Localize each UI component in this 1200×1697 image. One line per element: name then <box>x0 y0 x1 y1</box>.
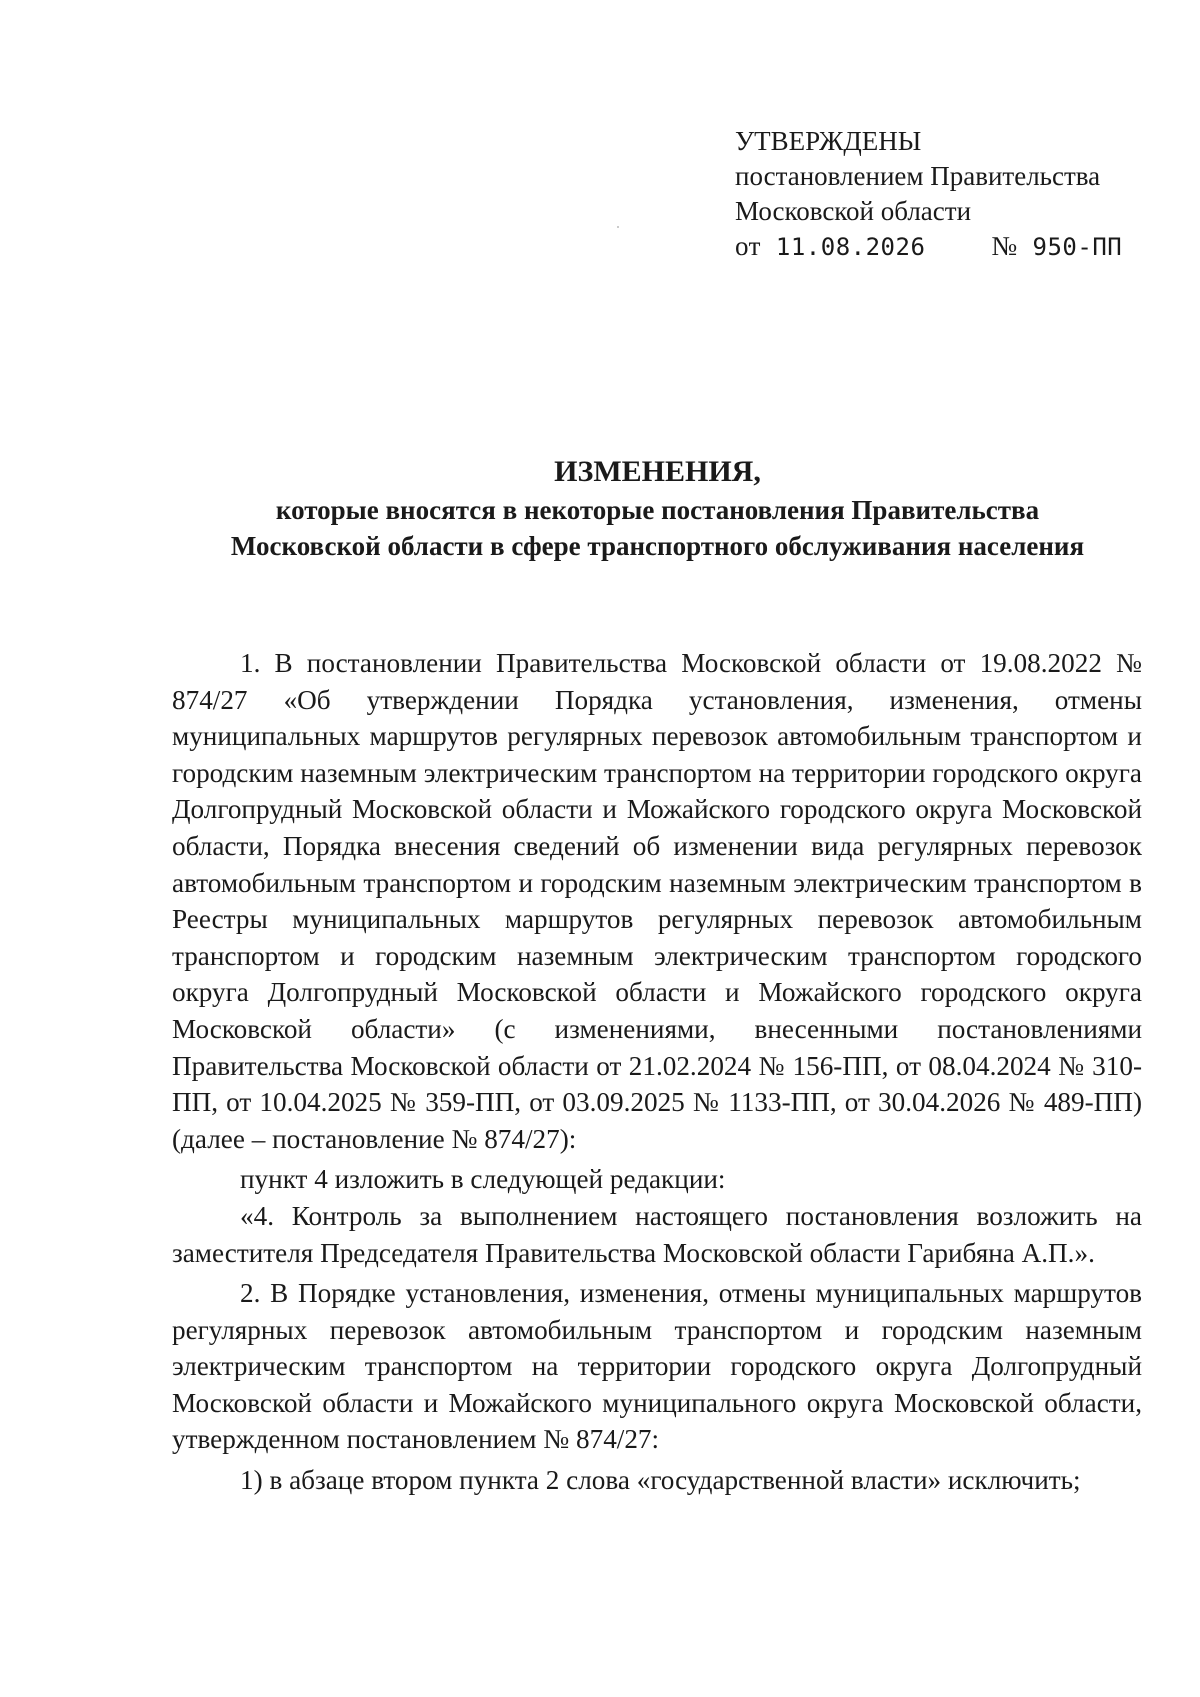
paragraph-2: пункт 4 изложить в следующей редакции: <box>240 1164 726 1195</box>
title-subheading-line-2: Московской области в сфере транспортного обслуживания населения <box>230 531 1085 561</box>
approval-date-prefix: от <box>735 231 761 261</box>
approval-date-line <box>735 229 1122 265</box>
approval-line-1: постановлением Правительства <box>735 161 1101 191</box>
title-heading: ИЗМЕНЕНИЯ, <box>554 455 761 488</box>
approval-stamp <box>735 124 1122 265</box>
approval-number: 950-ПП <box>1032 233 1123 261</box>
paragraph-3: «4. Контроль за выполнением настоящего постановления возложить на заместителя Председателя Правительства Московской области Гарибяна А.П.». <box>172 1200 1142 1268</box>
approval-date: 11.08.2026 <box>775 233 926 261</box>
document-title <box>170 452 1145 564</box>
paragraph-1: 1. В постановлении Правительства Московской области от 19.08.2022 № 874/27 «Об утверждении Порядка установления, изменения, отмены муниципальных маршрутов регулярных перевозок автомобильным транспортом и городским наземным электрическим транспортом на территории городского округа Долгопрудный Московской области и Можайского городского округа Московской области, Порядка внесения сведений об изменении вида регулярных перевозок автомобильным транспортом и городским наземным электрическим транспортом в Реестры муниципальных маршрутов регулярных перевозок автомобильным транспортом и городским наземным электрическим транспортом городского округа Долгопрудный Московской области и Можайского городского округа Московской области» (с изменениями, внесенными постановлениями Правительства Московской области от 21.02.2024 № 156-ПП, от 08.04.2024 № 310-ПП, от 10.04.2025 № 359-ПП, от 03.09.2025 № 1133-ПП, от 30.04.2026 № 489-ПП) (далее – постановление № 874/27): <box>172 648 1142 1154</box>
paragraph-4: 2. В Порядке установления, изменения, отмены муниципальных маршрутов регулярных перевозок автомобильным транспортом и городским наземным электрическим транспортом на территории городского округа Долгопрудный Московской области и Можайского муниципального округа Московской области, утвержденном постановлением № 874/27: <box>172 1278 1142 1455</box>
approval-number-sign: № <box>991 231 1018 261</box>
approval-line-2: Московской области <box>735 196 972 226</box>
title-subheading-line-1: которые вносятся в некоторые постановления Правительства <box>275 495 1040 525</box>
approval-title: УТВЕРЖДЕНЫ <box>735 126 922 156</box>
scan-speck <box>617 226 619 228</box>
paragraph-5: 1) в абзаце втором пункта 2 слова «государственной власти» исключить; <box>240 1465 1081 1496</box>
document-body <box>172 645 1142 1499</box>
